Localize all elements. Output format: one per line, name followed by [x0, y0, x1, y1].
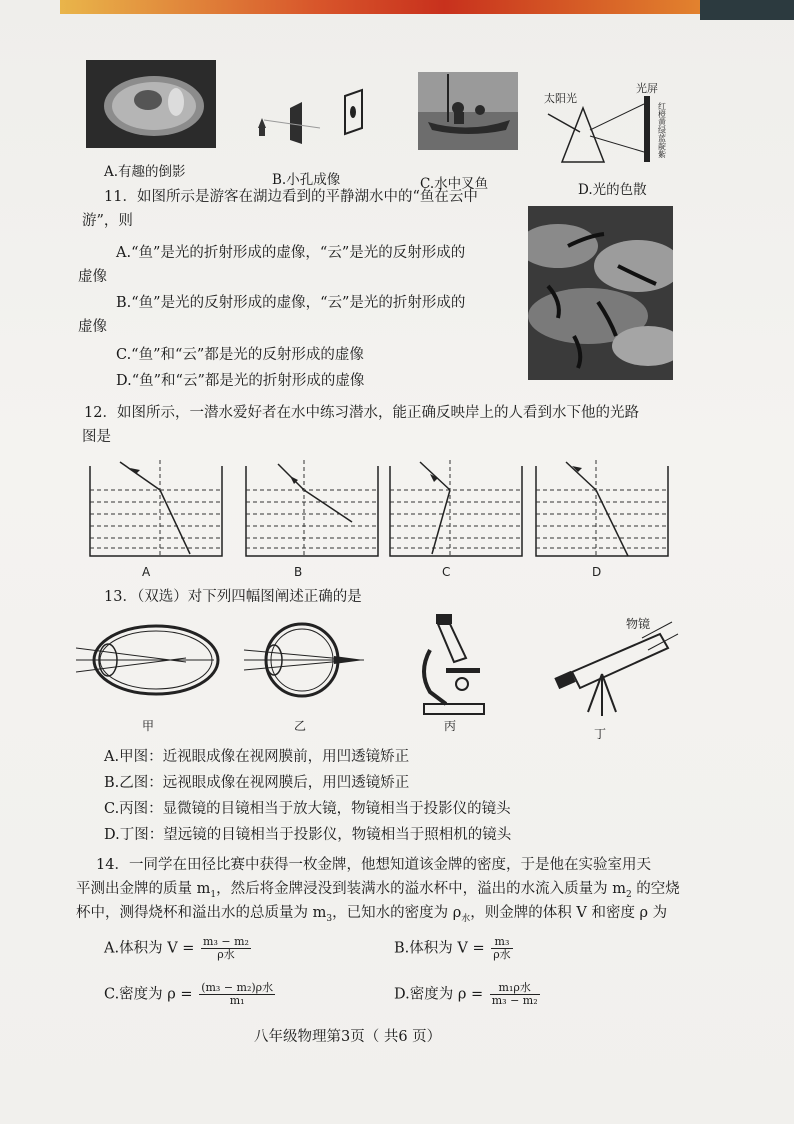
q11-option-d[interactable]: D.“鱼”和“云”都是光的折射形成的虚像 [116, 373, 365, 389]
q13-option-a[interactable]: A.甲图：近视眼成像在视网膜前，用凹透镜矫正 [104, 749, 410, 765]
spectrum-label: 红橙黄绿蓝靛紫 [657, 102, 667, 158]
q14-stem-line3: 杯中，测得烧杯和溢出水的总质量为 $m_3$，已知水的密度为 $\rho_水$，则金牌的体积 V 和密度 ρ 为 [76, 905, 668, 924]
screen-label: 光屏 [636, 82, 658, 95]
eye-diagram-yi [244, 624, 364, 696]
q13-figures [76, 612, 696, 742]
q12-label-d: D [592, 565, 602, 579]
q12-label-b: B [294, 565, 303, 579]
q12-label-c: C [442, 565, 451, 579]
q13-option-b[interactable]: B.乙图：远视眼成像在视网膜后，用凹透镜矫正 [104, 775, 410, 791]
q14-option-b[interactable]: B.体积为 V = $\frac{\text{m₃}}{\text{ρ水}}$ [394, 935, 511, 961]
q11-option-a[interactable]: A.“鱼”是光的折射形成的虚像，“云”是光的反射形成的 [116, 245, 466, 261]
fish-in-clouds-photo [528, 206, 673, 380]
q13-label-yi: 乙 [294, 719, 307, 733]
page-footer: 八年级物理第3页（ 共6 页） [254, 1029, 442, 1045]
q11-option-a-cont: 虚像 [78, 269, 107, 285]
q11-option-b-cont: 虚像 [78, 319, 107, 335]
top-right-strip [700, 0, 794, 20]
objective-lens-label: 物镜 [626, 617, 651, 631]
q11-option-b[interactable]: B.“鱼”是光的反射形成的虚像，“云”是光的折射形成的 [116, 295, 466, 311]
q12-diagram-b[interactable] [246, 460, 378, 556]
q13-label-ding: 丁 [594, 727, 607, 741]
q14-option-d[interactable]: D.密度为 ρ = $\frac{\text{m₁ρ水}}{\text{m₃ − m₂}}$ [394, 981, 538, 1007]
spear-fishing-photo [418, 72, 518, 150]
q12-label-a: A [142, 565, 151, 579]
pinhole-diagram [250, 88, 375, 148]
q10-option-c[interactable]: C.水中叉鱼 [420, 176, 489, 192]
q14-stem-line2: 平测出金牌的质量 $m_1$，然后将金牌浸没到装满水的溢水杯中，溢出的水流入质量为 $m_2$ 的空烧 [76, 881, 680, 900]
q10-option-d[interactable]: D.光的色散 [578, 182, 647, 198]
reflection-photo [86, 60, 216, 148]
top-decorative-strip [60, 0, 700, 14]
q11-stem-line2: 游”，则 [82, 213, 133, 229]
q12-diagram-c[interactable] [390, 460, 522, 556]
q13-label-jia: 甲 [142, 719, 155, 733]
q12-diagrams [86, 460, 686, 580]
q10-option-a[interactable]: A.有趣的倒影 [104, 164, 186, 180]
q12-diagram-d[interactable] [536, 460, 668, 556]
microscope-diagram [424, 614, 484, 714]
q13-option-c[interactable]: C.丙图：显微镜的目镜相当于放大镜，物镜相当于投影仪的镜头 [104, 801, 511, 817]
q12-stem-line1: 12．如图所示，一潜水爱好者在水中练习潜水，能正确反映岸上的人看到水下他的光路 [84, 405, 639, 421]
q12-stem-line2: 图是 [82, 429, 111, 445]
q11-stem-line1: 11．如图所示是游客在湖边看到的平静湖水中的“鱼在云中 [104, 189, 478, 205]
q13-option-d[interactable]: D.丁图：望远镜的目镜相当于投影仪，物镜相当于照相机的镜头 [104, 827, 512, 843]
q14-option-c[interactable]: C.密度为 ρ = $\frac{\text{(m₃ − m₂)ρ水}}{\text{m₁}}$ [104, 981, 274, 1007]
sun-light-label: 太阳光 [544, 92, 577, 105]
prism-dispersion-diagram [540, 80, 670, 168]
q14-stem-line1: 14．一同学在田径比赛中获得一枚金牌，他想知道该金牌的密度，于是他在实验室用天 [96, 857, 651, 873]
eye-diagram-jia [76, 626, 218, 694]
q14-option-a[interactable]: A.体积为 V = $\frac{\text{m₃ − m₂}}{\text{ρ水}}$ [104, 935, 249, 961]
telescope-diagram [554, 616, 678, 716]
q10-option-b[interactable]: B.小孔成像 [272, 172, 341, 188]
q13-label-bing: 丙 [444, 719, 457, 733]
q12-diagram-a[interactable] [90, 460, 222, 556]
q13-stem: 13．（双选）对下列四幅图阐述正确的是 [104, 589, 362, 605]
q11-option-c[interactable]: C.“鱼”和“云”都是光的反射形成的虚像 [116, 347, 364, 363]
